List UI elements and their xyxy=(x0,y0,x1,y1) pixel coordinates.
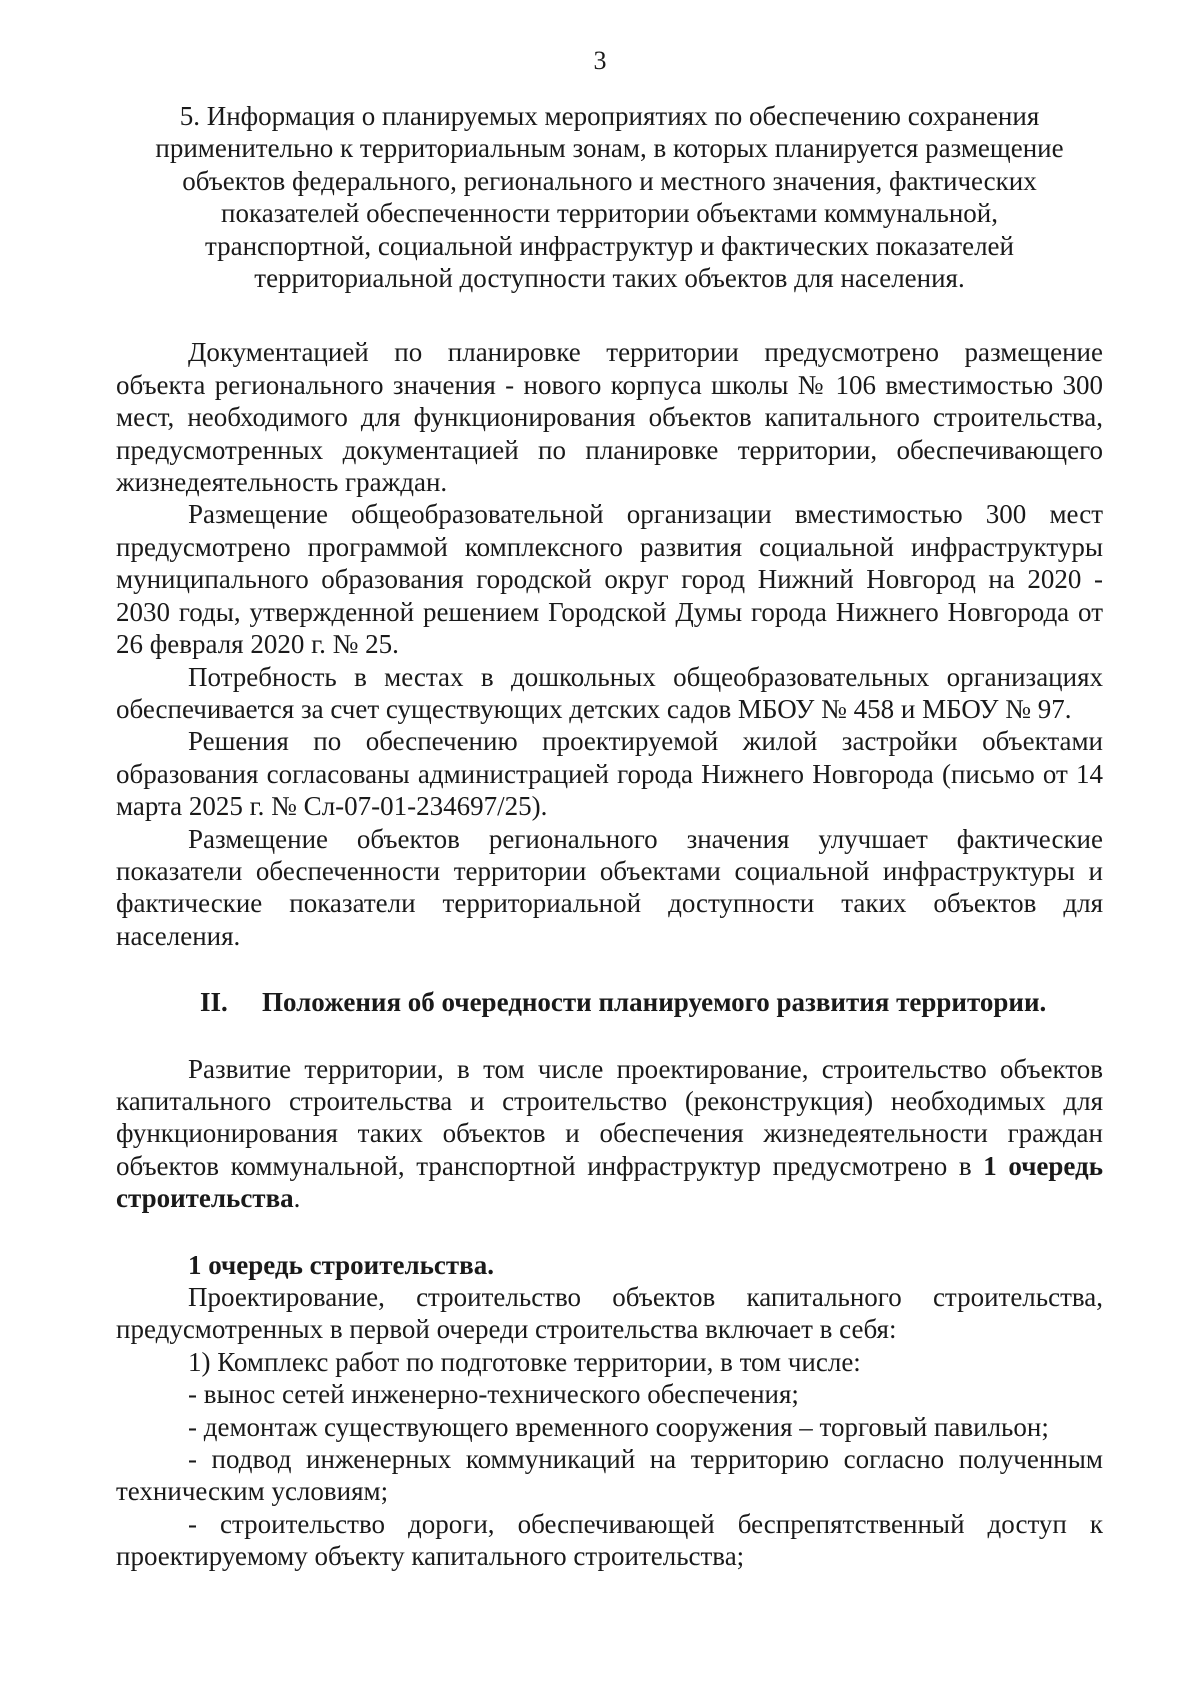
list-item: - демонтаж существующего временного сооружения – торговый павильон; xyxy=(188,1411,1049,1442)
section-5-title-line: территориальной доступности таких объектов для населения. xyxy=(254,263,965,294)
list-item: 1) Комплекс работ по подготовке территории, в том числе: xyxy=(188,1346,861,1377)
section-5-title-line: показателей обеспеченности территории объектами коммунальной, xyxy=(221,198,998,229)
spacer xyxy=(116,1215,1103,1249)
list-item: - строительство дороги, обеспечивающей беспрепятственный доступ к проектируемому объекту капитального строительства; xyxy=(116,1508,1103,1572)
paragraph: Решения по обеспечению проектируемой жилой застройки объектами образования согласованы администрацией города Нижнего Новгорода (письмо от 14 марта 2025 г. № Сл-07-01-234697/25). xyxy=(116,726,1103,822)
section-2-number: II. xyxy=(200,987,228,1018)
paragraph: Документацией по планировке территории предусмотрено размещение объекта регионального значения - нового корпуса школы № 106 вместимостью 300 мест, необходимого для функционирования объектов капитального строительства, предусмотренных документацией по планировке территории, обеспечивающего жизнедеятельность граждан. xyxy=(116,337,1103,498)
list-item: - подвод инженерных коммуникаций на территорию согласно полученным техническим условиям; xyxy=(116,1444,1103,1507)
section-2-title xyxy=(116,986,1103,1018)
section-5-title-line: применительно к территориальным зонам, в которых планируется размещение xyxy=(155,133,1064,164)
paragraph: Размещение общеобразовательной организации вместимостью 300 мест предусмотрено программой комплексного развития социальной инфраструктуры муниципального образования городской округ город Нижний Новгород на 2020 - 2030 годы, утвержденной решением Городской Думы города Нижнего Новгорода от 26 февраля 2020 г. № 25. xyxy=(116,499,1103,660)
paragraph: Размещение объектов регионального значения улучшает фактические показатели обеспеченности территории объектами социальной инфраструктуры и фактические показатели территориальной доступности таких объектов для населения. xyxy=(116,823,1103,951)
page-content xyxy=(116,100,1103,1573)
section-5-title xyxy=(116,100,1103,294)
spacer xyxy=(116,294,1103,336)
section-5-title-line: транспортной, социальной инфраструктур и фактических показателей xyxy=(205,230,1014,261)
intro-end: . xyxy=(293,1183,301,1214)
spacer xyxy=(116,952,1103,986)
page-number: 3 xyxy=(593,46,607,75)
section-2-intro xyxy=(116,1053,1103,1215)
list-item: - вынос сетей инженерно-технического обеспечения; xyxy=(188,1379,799,1410)
intro-text: Развитие территории, в том числе проектирование, строительство объектов капитального строительства и строительство (реконструкция) необходимых для функционирования таких объектов и обеспечения жизнедеятельности граждан объектов коммунальной, транспортной инфраструктур предусмотрено в xyxy=(116,1053,1103,1181)
spacer xyxy=(116,1019,1103,1053)
stage-1-heading: 1 очередь строительства. xyxy=(188,1249,494,1280)
section-2-title-text: Положения об очередности планируемого развития территории. xyxy=(262,987,1047,1018)
intro-emphasis: 1 очередь строительства xyxy=(116,1150,1103,1214)
paragraph: Проектирование, строительство объектов капитального строительства, предусмотренных в первой очереди строительства включает в себя: xyxy=(116,1282,1103,1345)
section-5-title-line: объектов федерального, регионального и местного значения, фактических xyxy=(182,165,1037,196)
paragraph: Потребность в местах в дошкольных общеобразовательных организациях обеспечивается за счет существующих детских садов МБОУ № 458 и МБОУ № 97. xyxy=(116,661,1103,724)
section-5-title-line: 5. Информация о планируемых мероприятиях по обеспечению сохранения xyxy=(179,101,1040,131)
